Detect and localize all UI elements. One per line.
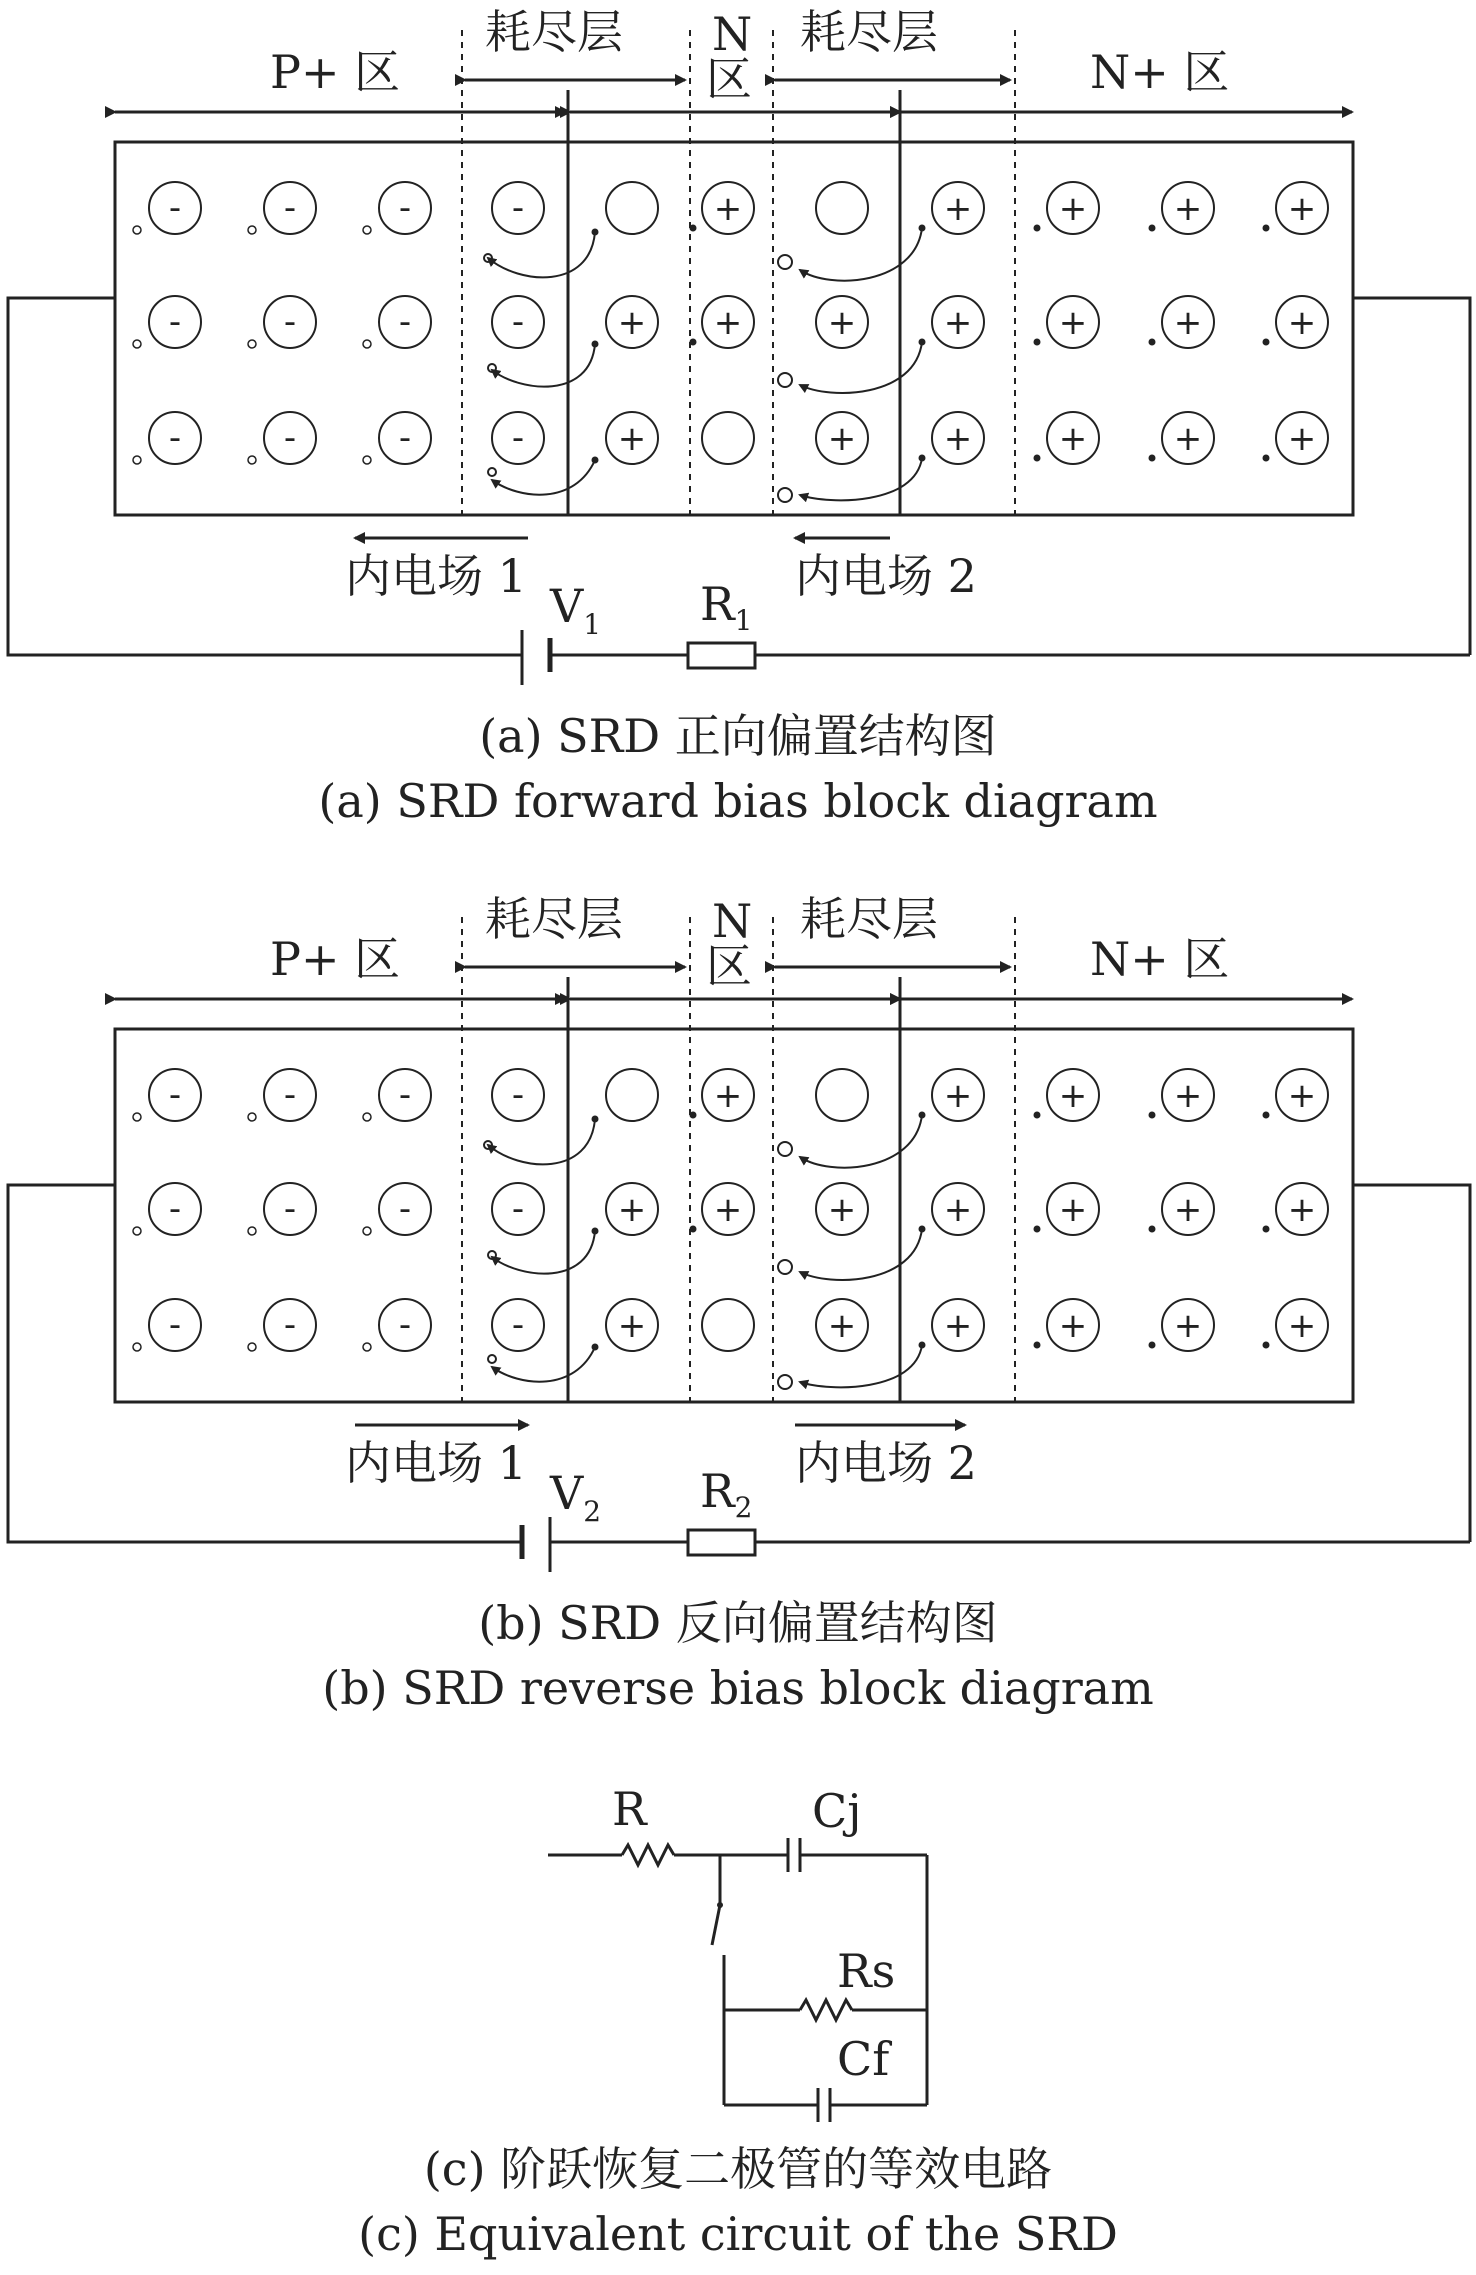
svg-text:+: + — [1173, 1306, 1203, 1346]
svg-text:+: + — [1173, 303, 1203, 343]
ion-positive — [919, 1299, 985, 1351]
ion-negative — [248, 1183, 316, 1235]
svg-text:+: + — [617, 1190, 647, 1230]
caption-a-cn: (a) SRD 正向偏置结构图 — [479, 709, 997, 763]
svg-text:-: - — [283, 188, 297, 228]
ion-negative — [363, 296, 431, 348]
ion-positive — [1263, 296, 1329, 348]
ion-negative — [133, 1069, 201, 1121]
svg-text:-: - — [398, 1305, 412, 1345]
svg-text:+: + — [943, 1306, 973, 1346]
svg-text:-: - — [168, 302, 182, 342]
svg-text:-: - — [283, 1305, 297, 1345]
ion-empty — [592, 1069, 659, 1123]
svg-text:+: + — [1173, 419, 1203, 459]
ion-positive — [690, 296, 755, 348]
svg-text:+: + — [827, 1190, 857, 1230]
ion-positive — [816, 1183, 868, 1235]
ion-positive — [1034, 412, 1100, 464]
ion-empty — [702, 1299, 754, 1351]
ion-negative — [492, 296, 544, 348]
ion-negative — [248, 1299, 316, 1351]
resistor-r — [622, 1845, 674, 1865]
ion-positive — [1034, 296, 1100, 348]
svg-text:-: - — [398, 418, 412, 458]
svg-text:+: + — [943, 1076, 973, 1116]
ion-positive — [816, 1299, 868, 1351]
svg-text:-: - — [398, 1075, 412, 1115]
label-depletion-right: 耗尽层 — [800, 5, 938, 59]
svg-text:-: - — [168, 188, 182, 228]
ion-negative — [492, 412, 544, 464]
diagram-a-forward-bias — [8, 5, 1470, 828]
ion-positive — [1149, 412, 1215, 464]
svg-text:+: + — [943, 1190, 973, 1230]
ion-negative — [133, 1299, 201, 1351]
ion-empty — [702, 412, 754, 464]
label-n-plus: N+ 区 — [1090, 932, 1230, 986]
ion-negative — [133, 1183, 201, 1235]
svg-text:+: + — [617, 303, 647, 343]
source-label: $V_1$ — [550, 579, 602, 641]
svg-text:+: + — [1287, 189, 1317, 229]
cj-label: Cj — [812, 1784, 862, 1838]
svg-text:+: + — [617, 419, 647, 459]
switch-contact — [717, 1902, 723, 1908]
svg-text:+: + — [943, 189, 973, 229]
svg-text:+: + — [617, 1306, 647, 1346]
ion-positive — [919, 412, 985, 464]
ion-positive — [816, 296, 868, 348]
svg-text:+: + — [943, 419, 973, 459]
svg-text:-: - — [398, 302, 412, 342]
svg-text:-: - — [283, 418, 297, 458]
svg-text:+: + — [1287, 1076, 1317, 1116]
ion-negative — [492, 1183, 544, 1235]
svg-text:+: + — [943, 303, 973, 343]
ion-positive — [1034, 1069, 1100, 1121]
svg-text:+: + — [1173, 1190, 1203, 1230]
field-2-label: 内电场 2 — [795, 549, 977, 603]
svg-text:+: + — [1173, 189, 1203, 229]
svg-text:-: - — [283, 1075, 297, 1115]
ion-positive — [1263, 1299, 1329, 1351]
ion-positive — [816, 412, 868, 464]
label-p-plus: P+ 区 — [270, 932, 401, 986]
field-1-label: 内电场 1 — [345, 549, 527, 603]
ion-negative — [363, 1069, 431, 1121]
ion-positive — [1149, 1183, 1215, 1235]
svg-text:-: - — [398, 188, 412, 228]
ion-positive — [1263, 1183, 1329, 1235]
svg-text:+: + — [1287, 303, 1317, 343]
label-n-top: N — [712, 894, 753, 948]
ion-negative — [363, 1299, 431, 1351]
svg-text:+: + — [1287, 419, 1317, 459]
svg-text:+: + — [1058, 419, 1088, 459]
ion-positive — [1034, 1299, 1100, 1351]
svg-text:-: - — [511, 418, 525, 458]
ion-grid-a — [133, 182, 1328, 464]
ion-positive — [919, 1069, 985, 1121]
ion-positive — [1149, 296, 1215, 348]
svg-text:-: - — [511, 302, 525, 342]
svg-text:-: - — [168, 1189, 182, 1229]
ion-negative — [248, 296, 316, 348]
resistor-label: $R_2$ — [700, 1464, 753, 1524]
ion-positive — [592, 412, 659, 464]
svg-text:+: + — [1058, 1190, 1088, 1230]
ion-positive — [1263, 1069, 1329, 1121]
svg-text:+: + — [713, 1076, 743, 1116]
caption-c-cn: (c) 阶跃恢复二极管的等效电路 — [423, 2142, 1053, 2196]
caption-b-en: (b) SRD reverse bias block diagram — [322, 1661, 1154, 1715]
resistor-rs — [800, 2000, 852, 2020]
ion-negative — [248, 1069, 316, 1121]
caption-b-cn: (b) SRD 反向偏置结构图 — [478, 1596, 998, 1650]
svg-text:+: + — [1058, 303, 1088, 343]
ion-positive — [919, 182, 985, 234]
source-label: $V_2$ — [550, 1466, 602, 1528]
svg-text:+: + — [827, 1306, 857, 1346]
ion-negative — [248, 412, 316, 464]
field-1-label: 内电场 1 — [345, 1436, 527, 1490]
label-n-bottom: 区 — [706, 939, 752, 993]
ion-positive — [690, 1069, 755, 1121]
svg-text:+: + — [713, 189, 743, 229]
ion-positive — [1149, 1069, 1215, 1121]
ion-positive — [592, 1299, 659, 1351]
field-2-label: 内电场 2 — [795, 1436, 977, 1490]
ion-empty — [592, 182, 659, 236]
diagram-b-reverse-bias — [8, 892, 1470, 1715]
svg-text:-: - — [511, 1189, 525, 1229]
ion-negative — [133, 182, 201, 234]
label-p-plus: P+ 区 — [270, 45, 401, 99]
ion-empty — [816, 182, 868, 234]
svg-text:-: - — [511, 188, 525, 228]
ion-empty — [816, 1069, 868, 1121]
ion-negative — [133, 412, 201, 464]
r-label: R — [612, 1782, 647, 1836]
label-depletion-left: 耗尽层 — [485, 892, 623, 946]
ion-positive — [592, 1183, 659, 1235]
svg-text:+: + — [827, 303, 857, 343]
ion-negative — [248, 182, 316, 234]
ion-negative — [492, 1299, 544, 1351]
resistor-label: $R_1$ — [700, 577, 753, 637]
svg-text:+: + — [1287, 1306, 1317, 1346]
caption-a-en: (a) SRD forward bias block diagram — [318, 774, 1158, 828]
svg-text:+: + — [1287, 1190, 1317, 1230]
ion-positive — [690, 182, 755, 234]
svg-text:+: + — [827, 419, 857, 459]
caption-c-en: (c) Equivalent circuit of the SRD — [358, 2207, 1118, 2261]
ion-negative — [363, 412, 431, 464]
ion-negative — [133, 296, 201, 348]
ion-positive — [690, 1183, 755, 1235]
ion-positive — [1034, 182, 1100, 234]
label-depletion-right: 耗尽层 — [800, 892, 938, 946]
svg-text:+: + — [1058, 1306, 1088, 1346]
svg-text:-: - — [283, 1189, 297, 1229]
ion-negative — [492, 1069, 544, 1121]
svg-text:+: + — [713, 1190, 743, 1230]
ion-positive — [919, 296, 985, 348]
svg-text:-: - — [398, 1189, 412, 1229]
rs-label: Rs — [837, 1944, 896, 1998]
svg-text:-: - — [511, 1075, 525, 1115]
ion-positive — [1263, 182, 1329, 234]
ion-negative — [363, 182, 431, 234]
cf-label: Cf — [837, 2032, 890, 2086]
ion-negative — [492, 182, 544, 234]
ion-positive — [919, 1183, 985, 1235]
ion-grid-b — [133, 1069, 1328, 1351]
svg-text:+: + — [1058, 189, 1088, 229]
svg-text:+: + — [1173, 1076, 1203, 1116]
ion-positive — [1149, 1299, 1215, 1351]
svg-text:-: - — [168, 1305, 182, 1345]
ion-positive — [592, 296, 659, 348]
label-n-bottom: 区 — [706, 52, 752, 106]
svg-text:+: + — [713, 303, 743, 343]
ion-positive — [1149, 182, 1215, 234]
svg-text:-: - — [283, 302, 297, 342]
svg-text:-: - — [168, 1075, 182, 1115]
ion-positive — [1034, 1183, 1100, 1235]
label-n-plus: N+ 区 — [1090, 45, 1230, 99]
ion-positive — [1263, 412, 1329, 464]
ion-negative — [363, 1183, 431, 1235]
label-n-top: N — [712, 7, 753, 61]
svg-text:-: - — [511, 1305, 525, 1345]
diagram-c-equivalent-circuit — [358, 1782, 1118, 2261]
svg-text:+: + — [1058, 1076, 1088, 1116]
svg-text:-: - — [168, 418, 182, 458]
label-depletion-left: 耗尽层 — [485, 5, 623, 59]
